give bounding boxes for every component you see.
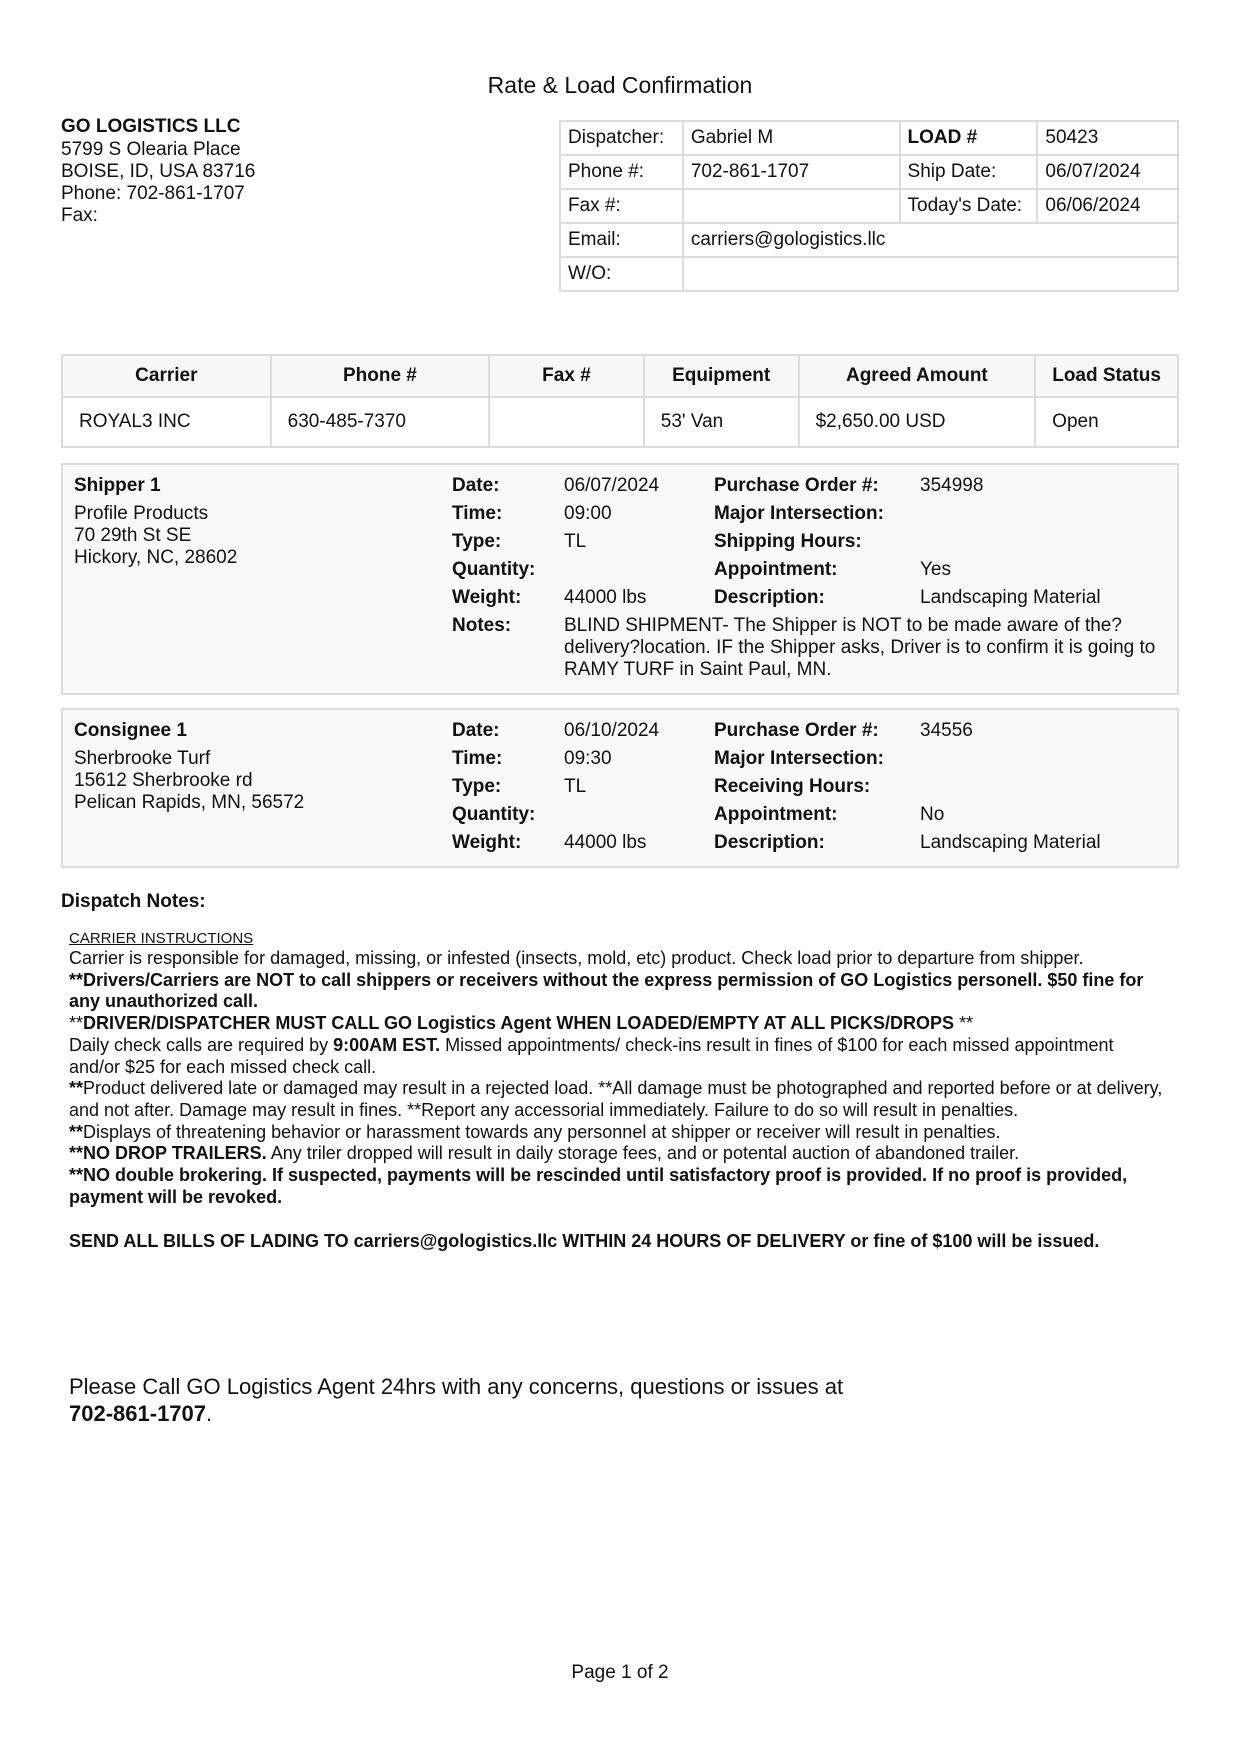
instruction-prefix: ** xyxy=(69,1013,84,1034)
shipper-city: Hickory, NC, 28602 xyxy=(74,547,238,568)
shipper-time-value: 09:00 xyxy=(564,503,612,524)
company-block xyxy=(61,116,255,227)
consignee-date-label: Date: xyxy=(452,720,500,741)
consignee-date-value: 06/10/2024 xyxy=(564,720,660,741)
company-address-line2: BOISE, ID, USA 83716 xyxy=(61,161,256,182)
instruction-prefix: ** xyxy=(69,1078,84,1099)
shipper-notes-value: BLIND SHIPMENT- The Shipper is NOT to be made aware of the? delivery?location. IF the Shipper asks, Driver is to confirm it is going to RAMY TURF in Saint Paul, MN. xyxy=(564,615,1156,680)
shipper-date-value: 06/07/2024 xyxy=(564,475,660,496)
dispatch-info-table xyxy=(559,120,1179,292)
shipper-description-value: Landscaping Material xyxy=(920,587,1101,608)
work-order-value xyxy=(683,257,1178,291)
carrier-agreed-amount: $2,650.00 USD xyxy=(799,397,1036,447)
page-number: Page 1 of 2 xyxy=(571,1662,669,1683)
carrier-load-status: Open xyxy=(1035,397,1178,447)
carrier-fax xyxy=(489,397,644,447)
shipper-po-label: Purchase Order #: xyxy=(714,475,879,496)
shipper-section xyxy=(61,463,1179,695)
consignee-description-value: Landscaping Material xyxy=(920,832,1101,853)
carrier-name: ROYAL3 INC xyxy=(62,397,271,447)
carrier-table xyxy=(61,354,1179,448)
column-header: Carrier xyxy=(62,355,271,397)
instruction-no-calls: **Drivers/Carriers are NOT to call shippers or receivers without the express permission of GO Logistics personell. $50 fine for any unauthorized call. xyxy=(69,969,1144,1012)
instruction-must-call xyxy=(69,1013,1169,1035)
fax-label: Fax #: xyxy=(560,189,683,223)
dispatcher-value: Gabriel M xyxy=(683,121,900,155)
shipper-weight-label: Weight: xyxy=(452,587,522,608)
carrier-phone: 630-485-7370 xyxy=(271,397,490,447)
shipper-name: Profile Products xyxy=(74,503,209,524)
instruction-prefix: ** xyxy=(69,1121,84,1142)
carrier-table-header xyxy=(62,355,1178,397)
instruction-check-calls-post: Missed appointments/ check-ins result in fines of $100 for each missed appointment and/or $25 for each missed check call. xyxy=(69,1034,1114,1077)
instruction-check-calls xyxy=(69,1035,1169,1078)
dispatch-row xyxy=(560,257,1178,291)
ship-date-value: 06/07/2024 xyxy=(1037,155,1178,189)
instruction-check-calls-time: 9:00AM EST. xyxy=(333,1034,441,1055)
shipper-address xyxy=(74,503,237,569)
todays-date-label: Today's Date: xyxy=(900,189,1038,223)
instruction-send-bols: SEND ALL BILLS OF LADING TO carriers@gologistics.llc WITHIN 24 HOURS OF DELIVERY or fine of $100 will be issued. xyxy=(69,1231,1100,1252)
load-number-label: LOAD # xyxy=(900,121,1038,155)
consignee-address xyxy=(74,748,304,814)
shipper-po-value: 354998 xyxy=(920,475,984,496)
fax-value xyxy=(683,189,900,223)
instruction-behavior-text: Displays of threatening behavior or harassment towards any personnel at shipper or receiver will result in penalties. xyxy=(83,1121,1001,1142)
consignee-description-label: Description: xyxy=(714,832,825,853)
column-header: Phone # xyxy=(271,355,490,397)
carrier-instructions xyxy=(69,930,1169,1253)
shipper-appointment-label: Appointment: xyxy=(714,559,838,580)
consignee-intersection-label: Major Intersection: xyxy=(714,748,884,769)
shipper-weight-value: 44000 lbs xyxy=(564,587,647,608)
load-number-value: 50423 xyxy=(1037,121,1178,155)
consignee-type-value: TL xyxy=(564,776,587,797)
phone-value: 702-861-1707 xyxy=(683,155,900,189)
todays-date-value: 06/06/2024 xyxy=(1037,189,1178,223)
table-row xyxy=(62,397,1178,447)
consignee-section xyxy=(61,708,1179,868)
column-header: Equipment xyxy=(644,355,799,397)
contact-phone: 702-861-1707 xyxy=(69,1401,207,1426)
shipper-appointment-value: Yes xyxy=(920,559,951,580)
email-label: Email: xyxy=(560,223,683,257)
contact-phone-line xyxy=(69,1400,843,1427)
shipper-quantity-label: Quantity: xyxy=(452,559,536,580)
instruction-suffix: ** xyxy=(954,1013,974,1034)
shipper-header: Shipper 1 xyxy=(74,475,161,496)
dispatch-row xyxy=(560,121,1178,155)
phone-label: Phone #: xyxy=(560,155,683,189)
contact-period: . xyxy=(206,1401,213,1426)
column-header: Load Status xyxy=(1035,355,1178,397)
shipper-street: 70 29th St SE xyxy=(74,525,192,546)
consignee-quantity-label: Quantity: xyxy=(452,804,536,825)
column-header: Agreed Amount xyxy=(799,355,1036,397)
company-address-line1: 5799 S Olearia Place xyxy=(61,139,241,160)
ship-date-label: Ship Date: xyxy=(900,155,1038,189)
consignee-time-label: Time: xyxy=(452,748,503,769)
document-title: Rate & Load Confirmation xyxy=(487,72,753,98)
shipper-intersection-label: Major Intersection: xyxy=(714,503,884,524)
work-order-label: W/O: xyxy=(560,257,683,291)
dispatch-row xyxy=(560,155,1178,189)
instruction-damage xyxy=(69,1078,1169,1121)
email-value: carriers@gologistics.llc xyxy=(683,223,1178,257)
company-fax: Fax: xyxy=(61,205,98,226)
consignee-po-value: 34556 xyxy=(920,720,973,741)
company-name: GO LOGISTICS LLC xyxy=(61,116,241,137)
consignee-name: Sherbrooke Turf xyxy=(74,748,211,769)
carrier-equipment: 53' Van xyxy=(644,397,799,447)
shipper-date-label: Date: xyxy=(452,475,500,496)
shipper-time-label: Time: xyxy=(452,503,503,524)
instruction-must-call-text: DRIVER/DISPATCHER MUST CALL GO Logistics Agent WHEN LOADED/EMPTY AT ALL PICKS/DROPS xyxy=(83,1013,955,1034)
consignee-header: Consignee 1 xyxy=(74,720,187,741)
consignee-weight-value: 44000 lbs xyxy=(564,832,647,853)
shipper-type-value: TL xyxy=(564,531,587,552)
dispatch-notes-heading: Dispatch Notes: xyxy=(61,891,206,912)
consignee-appointment-value: No xyxy=(920,804,945,825)
consignee-street: 15612 Sherbrooke rd xyxy=(74,770,253,791)
consignee-appointment-label: Appointment: xyxy=(714,804,838,825)
company-phone: Phone: 702-861-1707 xyxy=(61,183,245,204)
contact-note xyxy=(69,1373,843,1427)
consignee-type-label: Type: xyxy=(452,776,502,797)
carrier-instructions-heading: CARRIER INSTRUCTIONS xyxy=(69,930,254,947)
consignee-city: Pelican Rapids, MN, 56572 xyxy=(74,792,305,813)
contact-note-text: Please Call GO Logistics Agent 24hrs with any concerns, questions or issues at xyxy=(69,1374,844,1399)
instruction-double-brokering: **NO double brokering. If suspected, payments will be rescinded until satisfactory proof is provided. If no proof is provided, payment will be revoked. xyxy=(69,1165,1128,1207)
dispatch-row xyxy=(560,189,1178,223)
instruction-no-drop-title: **NO DROP TRAILERS. xyxy=(69,1143,267,1164)
column-header: Fax # xyxy=(489,355,644,397)
instruction-check-calls-pre: Daily check calls are required by xyxy=(69,1034,334,1055)
shipper-hours-label: Shipping Hours: xyxy=(714,531,862,552)
consignee-time-value: 09:30 xyxy=(564,748,612,769)
consignee-hours-label: Receiving Hours: xyxy=(714,776,871,797)
instruction-no-drop-text: Any triler dropped will result in daily storage fees, and or potental auction of abandoned trailer. xyxy=(266,1143,1020,1164)
instruction-responsibility: Carrier is responsible for damaged, missing, or infested (insects, mold, etc) product. Check load prior to departure from shipper. xyxy=(69,948,1084,968)
instruction-damage-text: Product delivered late or damaged may result in a rejected load. **All damage must be photographed and reported before or at delivery, and not after. Damage may result in fines. **Report any accessorial immediately. Failure to do so will result in penalties. xyxy=(69,1078,1163,1120)
dispatcher-label: Dispatcher: xyxy=(560,121,683,155)
shipper-type-label: Type: xyxy=(452,531,502,552)
shipper-notes-label: Notes: xyxy=(452,615,512,636)
instruction-behavior xyxy=(69,1122,1169,1144)
consignee-weight-label: Weight: xyxy=(452,832,522,853)
shipper-description-label: Description: xyxy=(714,587,825,608)
consignee-po-label: Purchase Order #: xyxy=(714,720,879,741)
dispatch-row xyxy=(560,223,1178,257)
instruction-no-drop xyxy=(69,1143,1169,1165)
